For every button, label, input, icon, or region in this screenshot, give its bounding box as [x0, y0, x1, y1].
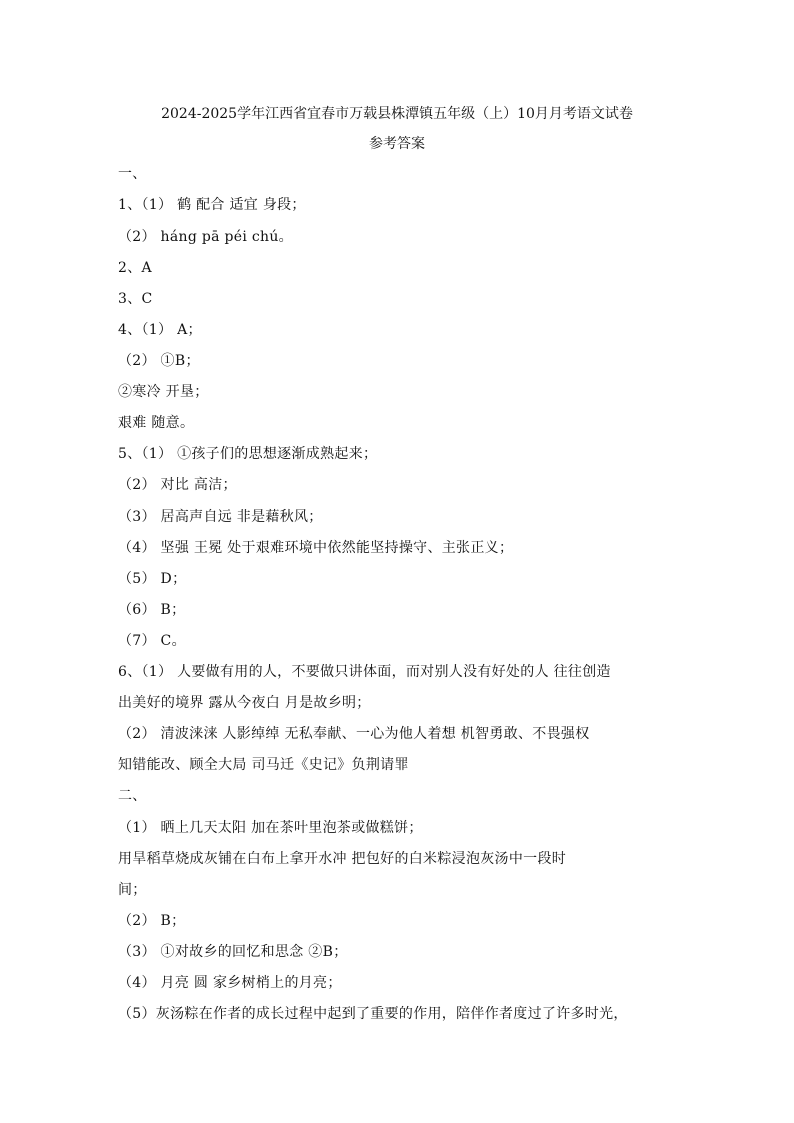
answer-line: （4） 坚强 王冕 处于艰难环境中依然能坚持操守、主张正义； — [118, 540, 514, 556]
answer-line: （2） 对比 高洁； — [118, 477, 237, 493]
section-one-heading: 一、 — [118, 166, 147, 182]
answer-line: 4、（1） A； — [118, 322, 202, 338]
answer-line: ②寒冷 开垦； — [118, 384, 209, 400]
answer-line: （1） 晒上几天太阳 加在茶叶里泡茶或做糕饼； — [118, 820, 423, 836]
answer-line: 3、C — [118, 291, 153, 307]
answer-line: 艰难 随意。 — [118, 415, 195, 431]
answer-line: 2、A — [118, 260, 152, 276]
answer-line: （4） 月亮 圆 家乡树梢上的月亮； — [118, 975, 342, 991]
answer-line: （7） C。 — [118, 633, 186, 649]
answer-line: （2） B； — [118, 913, 186, 929]
answer-line: （3） 居高声自远 非是藉秋风； — [118, 509, 323, 525]
answer-line: （5）灰汤粽在作者的成长过程中起到了重要的作用，陪伴作者度过了许多时光， — [118, 1006, 628, 1022]
answer-line: （2） 清波涞涞 人影绰绰 无私奉献、一心为他人着想 机智勇敢、不畏强权 — [118, 726, 590, 742]
answer-line: （5） D； — [118, 571, 187, 587]
answer-line: （2） háng pā péi chú。 — [118, 229, 293, 245]
answer-line: 5、（1） ①孩子们的思想逐渐成熟起来； — [118, 446, 378, 462]
document-subtitle: 参考答案 — [369, 136, 425, 152]
answer-line: 间； — [118, 882, 147, 898]
answer-line: 用旱稻草烧成灰铺在白布上拿开水冲 把包好的白米粽浸泡灰汤中一段时 — [118, 851, 567, 867]
answer-line: 知错能改、顾全大局 司马迁《史记》负荆请罪 — [118, 757, 409, 773]
document-title: 2024-2025学年江西省宜春市万载县株潭镇五年级（上）10月月考语文试卷 — [161, 106, 633, 122]
answer-line: （2） ①B； — [118, 353, 200, 369]
answer-line: （3） ①对故乡的回忆和思念 ②B； — [118, 944, 348, 960]
answer-line: 6、（1） 人要做有用的人，不要做只讲体面，而对别人没有好处的人 往往创造 — [118, 664, 611, 680]
answer-line: 出美好的境界 露从今夜白 月是故乡明； — [118, 695, 371, 711]
answer-line: 1、（1） 鹤 配合 适宜 身段； — [118, 197, 306, 213]
section-two-heading: 二、 — [118, 788, 147, 804]
answer-line: （6） B； — [118, 602, 186, 618]
